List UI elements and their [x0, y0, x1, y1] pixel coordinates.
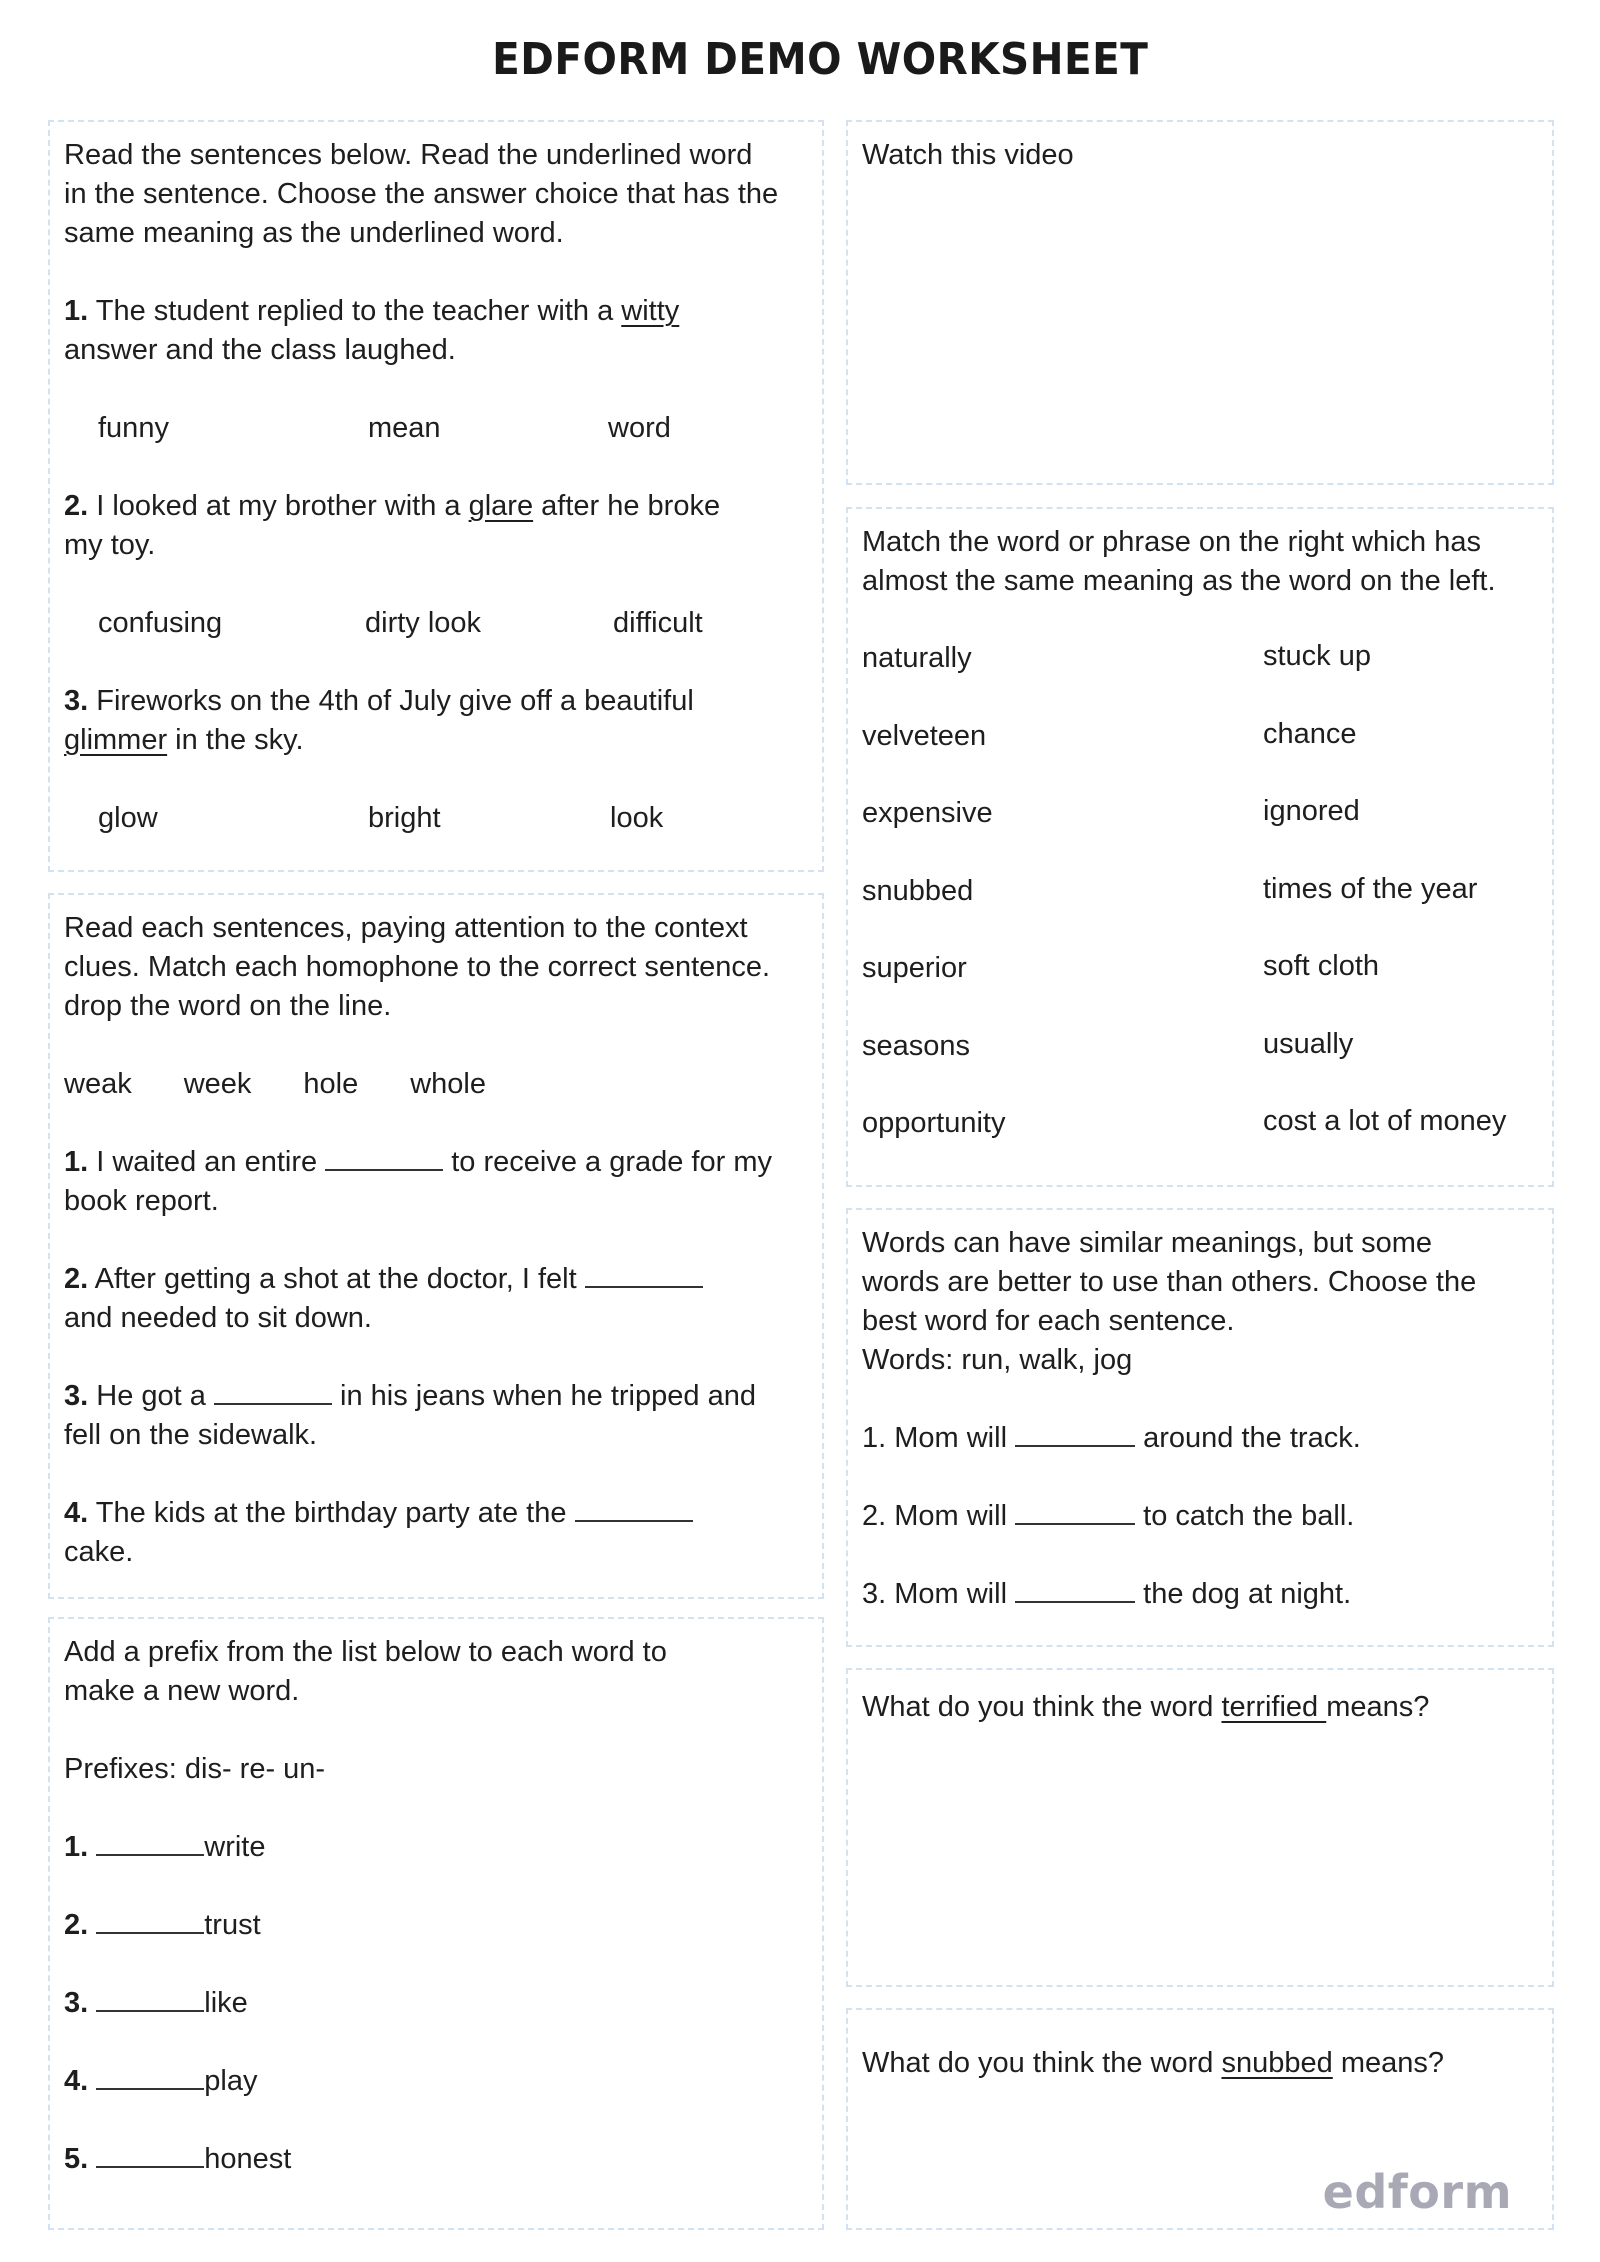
instructions-line: almost the same meaning as the word on the left.	[862, 565, 1496, 597]
match-row	[862, 715, 1540, 793]
instructions-line: Add a prefix from the list below to each word to	[64, 1636, 667, 1668]
match-left[interactable]: naturally	[862, 642, 972, 674]
answer-blank[interactable]	[1015, 1499, 1135, 1525]
match-row	[862, 1102, 1540, 1180]
prefix-blank[interactable]	[96, 1986, 204, 2012]
match-right[interactable]: usually	[1263, 1027, 1354, 1060]
match-right[interactable]: cost a lot of money	[1263, 1105, 1507, 1137]
open-question: What do you think the word terrified means?	[862, 1691, 1430, 1723]
answer-choice[interactable]: word	[608, 412, 671, 444]
edform-logo: edform	[1322, 2165, 1512, 2219]
question-3: 3. He got a in his jeans when he tripped and	[64, 1380, 756, 1412]
question-2: 2. After getting a shot at the doctor, I felt	[64, 1260, 810, 1299]
prefix-item: 1. write	[64, 1831, 266, 1863]
answer-choice[interactable]: mean	[368, 412, 441, 444]
draggable-word[interactable]: week	[183, 1068, 252, 1100]
question-1: 1. The student replied to the teacher with a witty	[64, 295, 680, 327]
open-question: What do you think the word snubbed means?	[862, 2047, 1444, 2079]
drop-line[interactable]	[214, 1379, 332, 1405]
match-row	[862, 947, 1540, 1025]
answer-choice[interactable]: dirty look	[365, 607, 482, 639]
draggable-word[interactable]: hole	[303, 1068, 359, 1100]
best-word-question: 3. Mom will the dog at night.	[862, 1578, 1352, 1610]
prefix-blank[interactable]	[96, 1830, 204, 1856]
underlined-word: glimmer	[64, 724, 168, 756]
homophone-block: Read each sentences, paying attention to the context clues. Match each homophone to the correct sentence. drop the word on the line. weak week hole whole 1. I waited an entire to receive a grade for my book report. 2. After getting a shot at the doctor, I felt and needed to sit down. 3. He got a in his jeans when he tripped and fell on the sidewalk. 4. The kids at the birthday party ate the cake.	[48, 893, 824, 1599]
match-left[interactable]: velveteen	[862, 719, 987, 752]
best-word-block	[846, 1208, 1554, 1647]
instructions-line: words are better to use than others. Choose the	[862, 1266, 1477, 1298]
prefix-blank[interactable]	[96, 2064, 204, 2090]
match-left[interactable]: seasons	[862, 1029, 971, 1062]
instructions-line: make a new word.	[64, 1675, 300, 1707]
match-left[interactable]: expensive	[862, 797, 993, 829]
instructions-line: same meaning as the underlined word.	[64, 217, 564, 249]
question-3: 3. Fireworks on the 4th of July give off a beautiful	[64, 685, 694, 717]
best-word-question: 1. Mom will around the track.	[862, 1422, 1361, 1454]
prefix-list: Prefixes: dis- re- un-	[64, 1753, 326, 1785]
word-bank	[64, 1065, 810, 1104]
prefix-blank[interactable]	[96, 2142, 204, 2168]
match-left[interactable]: superior	[862, 952, 967, 984]
prefix-item: 3. like	[64, 1987, 248, 2019]
draggable-word[interactable]: whole	[410, 1068, 487, 1100]
drop-line[interactable]	[575, 1496, 693, 1522]
match-right[interactable]: soft cloth	[1263, 950, 1380, 982]
answer-choices	[64, 604, 810, 643]
answer-blank[interactable]	[1015, 1421, 1135, 1447]
match-right[interactable]: stuck up	[1263, 640, 1371, 672]
answer-choice[interactable]: look	[610, 802, 664, 834]
matching-block	[846, 507, 1554, 1187]
video-label: Watch this video	[862, 139, 1074, 171]
best-word-question: 2. Mom will to catch the ball.	[862, 1500, 1355, 1532]
prefix-item: 2. trust	[64, 1909, 261, 1941]
instructions-line: Words can have similar meanings, but some	[862, 1227, 1433, 1259]
question-number: 3.	[64, 685, 89, 717]
answer-choices	[64, 409, 810, 448]
answer-choice[interactable]: glow	[98, 802, 158, 834]
underlined-word: snubbed	[1221, 2047, 1333, 2079]
question-number: 1.	[64, 295, 89, 327]
question-2: 2. I looked at my brother with a glare after he broke	[64, 490, 721, 522]
drop-line[interactable]	[585, 1262, 703, 1288]
match-row	[862, 870, 1540, 948]
video-block[interactable]	[846, 120, 1554, 485]
answer-choices	[64, 799, 810, 838]
answer-choice[interactable]: bright	[368, 802, 441, 834]
match-right[interactable]: chance	[1263, 717, 1357, 750]
underlined-word: witty	[621, 295, 680, 327]
match-left[interactable]: snubbed	[862, 874, 974, 907]
question-1: 1. I waited an entire to receive a grade for my	[64, 1146, 772, 1178]
page-title: EDFORM DEMO WORKSHEET	[492, 34, 1149, 85]
match-row	[862, 792, 1540, 870]
answer-choice[interactable]: difficult	[613, 607, 703, 639]
draggable-word[interactable]: weak	[64, 1068, 132, 1100]
match-row	[862, 637, 1540, 715]
prefix-block	[48, 1617, 824, 2230]
underlined-word: glare	[468, 490, 534, 522]
terrified-question-block[interactable]	[846, 1668, 1554, 1987]
instructions-line: Match the word or phrase on the right which has	[862, 526, 1481, 558]
answer-choice[interactable]: confusing	[98, 607, 223, 639]
question-number: 2.	[64, 490, 89, 522]
prefix-blank[interactable]	[96, 1908, 204, 1934]
instructions-line: drop the word on the line.	[64, 990, 392, 1022]
match-right[interactable]: ignored	[1263, 795, 1360, 827]
instructions-line: Read the sentences below. Read the underlined word	[64, 139, 753, 171]
match-left[interactable]: opportunity	[862, 1107, 1006, 1139]
instructions-line: Read each sentences, paying attention to the context	[64, 912, 748, 944]
instructions-line: best word for each sentence.	[862, 1305, 1235, 1337]
word-list: Words: run, walk, jog	[862, 1344, 1133, 1376]
answer-blank[interactable]	[1015, 1577, 1135, 1603]
snubbed-question-block[interactable]	[846, 2008, 1554, 2230]
instructions-line: clues. Match each homophone to the correct sentence.	[64, 951, 771, 983]
underlined-word: terrified	[1221, 1691, 1327, 1723]
prefix-item: 4. play	[64, 2065, 258, 2097]
prefix-item: 5. honest	[64, 2143, 292, 2175]
match-right[interactable]: times of the year	[1263, 872, 1478, 905]
match-row	[862, 1025, 1540, 1103]
instructions-line: in the sentence. Choose the answer choice that has the	[64, 178, 779, 210]
synonym-question-block: Read the sentences below. Read the underlined word in the sentence. Choose the answer choice that has the same meaning as the underlined word. 1. The student replied to the teacher with a witty answer and the class laughed. funny mean word 2. I looked at my brother with a glare after he broke my toy. confusing dirty look difficult 3. Fireworks on the 4th of July give off a beautiful glimmer in the sky. glow bright look	[48, 120, 824, 872]
question-4: 4. The kids at the birthday party ate the	[64, 1494, 810, 1533]
answer-choice[interactable]: funny	[98, 412, 169, 444]
drop-line[interactable]	[325, 1145, 443, 1171]
